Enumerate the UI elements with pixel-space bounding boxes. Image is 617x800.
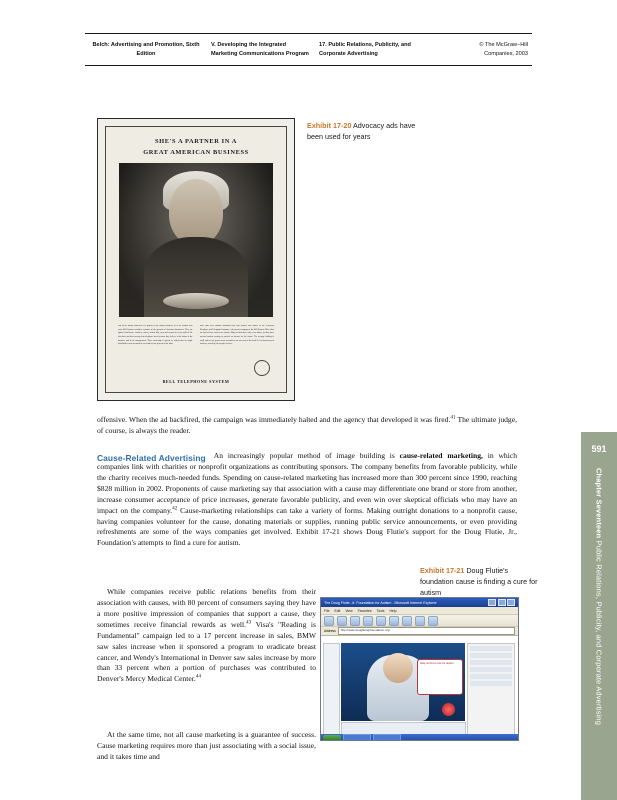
close-icon[interactable] bbox=[507, 599, 515, 607]
advertisement-frame bbox=[105, 126, 287, 393]
advertisement-headline bbox=[106, 137, 286, 159]
running-head-book: Belch: Advertising and Promotion, Sixth Edition bbox=[92, 41, 200, 57]
stop-icon[interactable] bbox=[350, 616, 360, 626]
section-heading-cause-related-advertising: Cause-Related Advertising bbox=[97, 453, 206, 463]
side-tab-chapter-label: Chapter Seventeen bbox=[594, 468, 604, 539]
browser-toolbar[interactable] bbox=[321, 615, 518, 627]
home-icon[interactable] bbox=[376, 616, 386, 626]
photo-face-shape bbox=[169, 179, 223, 245]
photo-plate-shape bbox=[163, 293, 229, 309]
bell-logo-icon bbox=[254, 360, 270, 376]
exhibit-17-21-label: Exhibit 17-21 bbox=[420, 566, 465, 575]
side-panel-row[interactable] bbox=[470, 660, 512, 665]
taskbar-item-browser[interactable] bbox=[343, 734, 371, 741]
menu-item-help[interactable]: Help bbox=[389, 608, 397, 613]
print-icon[interactable] bbox=[428, 616, 438, 626]
running-head-chapter: 17. Public Relations, Publicity, and Corporate Advertising bbox=[319, 41, 411, 57]
video-person-head bbox=[383, 653, 413, 683]
paragraph-cause-marketing-1: An increasingly popular method of image building is cause-related marketing, in which companies link with charities or nonprofit organizations as contributing sponsors. The company benefits from favorable publicity, while the charity receives much-needed funds. Spending on cause-related marketing has increased more than 300 percent since 1990, reaching $828 million in 2002. Proponents of cause marketing say that association with a cause may differentiate one brand or store from another, increase consumer acceptance of price increases, generate favorable publicity, and even win over skeptical officials who may have an impact on the company.$^{42}$ Cause-marketing relationships can take a variety of forms. Making outright donations to a nonprofit cause, having companies volunteer for the cause, donating materials or supplies, running public service announcements, or even providing refreshments are some of the ways companies get involved. Exhibit 17-21 shows Doug Flutie's support for the Doug Flutie, Jr., Foundation's attempts to find a cure for autism. bbox=[97, 451, 517, 548]
address-label: Address bbox=[324, 629, 336, 633]
menu-item-edit[interactable]: Edit bbox=[334, 608, 341, 613]
taskbar-item-media-player[interactable] bbox=[373, 734, 401, 741]
history-icon[interactable] bbox=[415, 616, 425, 626]
side-tab-chapter-title: Public Relations, Publicity, and Corporate Advertising bbox=[594, 540, 604, 726]
ad-photograph bbox=[119, 163, 273, 317]
exhibit-17-20-caption-text: Advocacy ads have been used for years bbox=[307, 121, 416, 141]
page-number: 591 bbox=[591, 444, 607, 454]
exhibit-17-20-caption bbox=[307, 121, 433, 143]
video-callout-text: Help us find a cure for autism bbox=[420, 662, 454, 665]
browser-page-content bbox=[321, 636, 518, 741]
menu-item-view[interactable]: View bbox=[345, 608, 353, 613]
exhibit-17-21-caption bbox=[420, 566, 538, 598]
ad-body-columns bbox=[118, 325, 274, 381]
copyright-line-1: © The McGraw−Hill bbox=[479, 41, 528, 48]
side-panel-row[interactable] bbox=[470, 667, 512, 672]
maximize-icon[interactable] bbox=[498, 599, 506, 607]
window-controls[interactable] bbox=[488, 599, 515, 607]
ad-body-column-2: More than four hundred thousand men and women own shares in the American Telephone and Telegraph Company—the parent company of the Bell System. More than one-half of these owners are women. Many of them have only a few shares, for they have invested modest savings to provide an income for the future. The average holding is small, and no one person owns as much as one per cent of the stock. It is a democracy in business, owned by the people it serves. bbox=[199, 325, 274, 346]
side-tab-chapter-text bbox=[595, 468, 604, 725]
side-panel-row[interactable] bbox=[470, 674, 512, 679]
browser-menu-bar[interactable] bbox=[321, 607, 518, 615]
minimize-icon[interactable] bbox=[488, 599, 496, 607]
search-icon[interactable] bbox=[389, 616, 399, 626]
exhibit-17-21-caption-text: Doug Flutie's foundation cause is finding a cure for autism bbox=[420, 566, 538, 597]
side-panel-row[interactable] bbox=[470, 646, 512, 651]
menu-item-tools[interactable]: Tools bbox=[376, 608, 385, 613]
forward-icon[interactable] bbox=[337, 616, 347, 626]
side-panel-row[interactable] bbox=[470, 681, 512, 686]
ad-signature: BELL TELEPHONE SYSTEM bbox=[162, 379, 230, 384]
menu-item-favorites[interactable]: Favorites bbox=[357, 608, 372, 613]
running-head bbox=[85, 33, 532, 66]
page-side-tab bbox=[581, 432, 617, 800]
ad-headline-line-1: SHE'S A PARTNER IN A bbox=[155, 138, 237, 145]
copyright-line-2: Companies, 2003 bbox=[484, 50, 528, 57]
page-side-panel[interactable] bbox=[467, 643, 515, 735]
refresh-icon[interactable] bbox=[363, 616, 373, 626]
side-panel-row[interactable] bbox=[470, 653, 512, 658]
paragraph-cause-marketing-3: At the same time, not all cause marketing is a guarantee of success. Cause marketing requires more than just associating with a social issue, and it takes time and bbox=[97, 730, 316, 761]
exhibit-17-20-image bbox=[97, 118, 295, 401]
foundation-logo-icon bbox=[442, 703, 455, 716]
video-player[interactable] bbox=[341, 643, 465, 721]
ad-headline-line-2: GREAT AMERICAN BUSINESS bbox=[143, 148, 249, 156]
running-head-part: V. Developing the Integrated Marketing Communications Program bbox=[211, 41, 309, 57]
running-head-copyright bbox=[427, 41, 532, 58]
browser-address-bar[interactable] bbox=[321, 627, 518, 636]
browser-title-bar bbox=[321, 598, 518, 607]
address-input[interactable]: http://www.dougflutiejrfoundation.org/ bbox=[338, 627, 515, 635]
video-callout-bubble bbox=[417, 659, 463, 695]
windows-taskbar[interactable] bbox=[321, 734, 518, 741]
menu-item-file[interactable]: File bbox=[324, 608, 330, 613]
exhibit-17-21-image bbox=[320, 597, 519, 741]
page-left-navigation[interactable] bbox=[323, 643, 340, 735]
start-button[interactable] bbox=[323, 735, 341, 741]
browser-window-title: The Doug Flutie, Jr. Foundation for Autism - Microsoft Internet Explorer bbox=[324, 600, 437, 605]
paragraph-cause-marketing-2: While companies receive public relations benefits from their association with causes, with 80 percent of consumers saying they have a more positive impression of companies that support a cause, they sometimes receive financial rewards as well.$^{43}$ Visa's "Reading is Fundamental" campaign led to a 17 percent increase in sales, BMW saw sales increase when it sponsored a program to eradicate breast cancer, and Wendy's International in Denver saw sales increase by more than 33 percent when a portion of purchases was contributed to Denver's Mercy Medical Center.$^{44}$ bbox=[97, 587, 316, 684]
ad-body-column-1: Just as the thrifty housewife is a partner in the family business, so is the woman who owns Bell System securities a partner in the greatest of American businesses. They are typical Americans—teachers, nurses, retired folk, men and women in every walk of life who have put their savings into telephone stock because they believe in the future of the business and in its management. Their ownership is spread so widely that no single shareholder owns as much as one-tenth of one percent of the total. bbox=[118, 325, 193, 346]
favorites-icon[interactable] bbox=[402, 616, 412, 626]
paragraph-offensive: offensive. When the ad backfired, the campaign was immediately halted and the agency that developed it was fired.$^{41}$ The ultimate judge, of course, is always the reader. bbox=[97, 414, 517, 435]
back-icon[interactable] bbox=[324, 616, 334, 626]
exhibit-17-20-label: Exhibit 17-20 bbox=[307, 121, 352, 130]
